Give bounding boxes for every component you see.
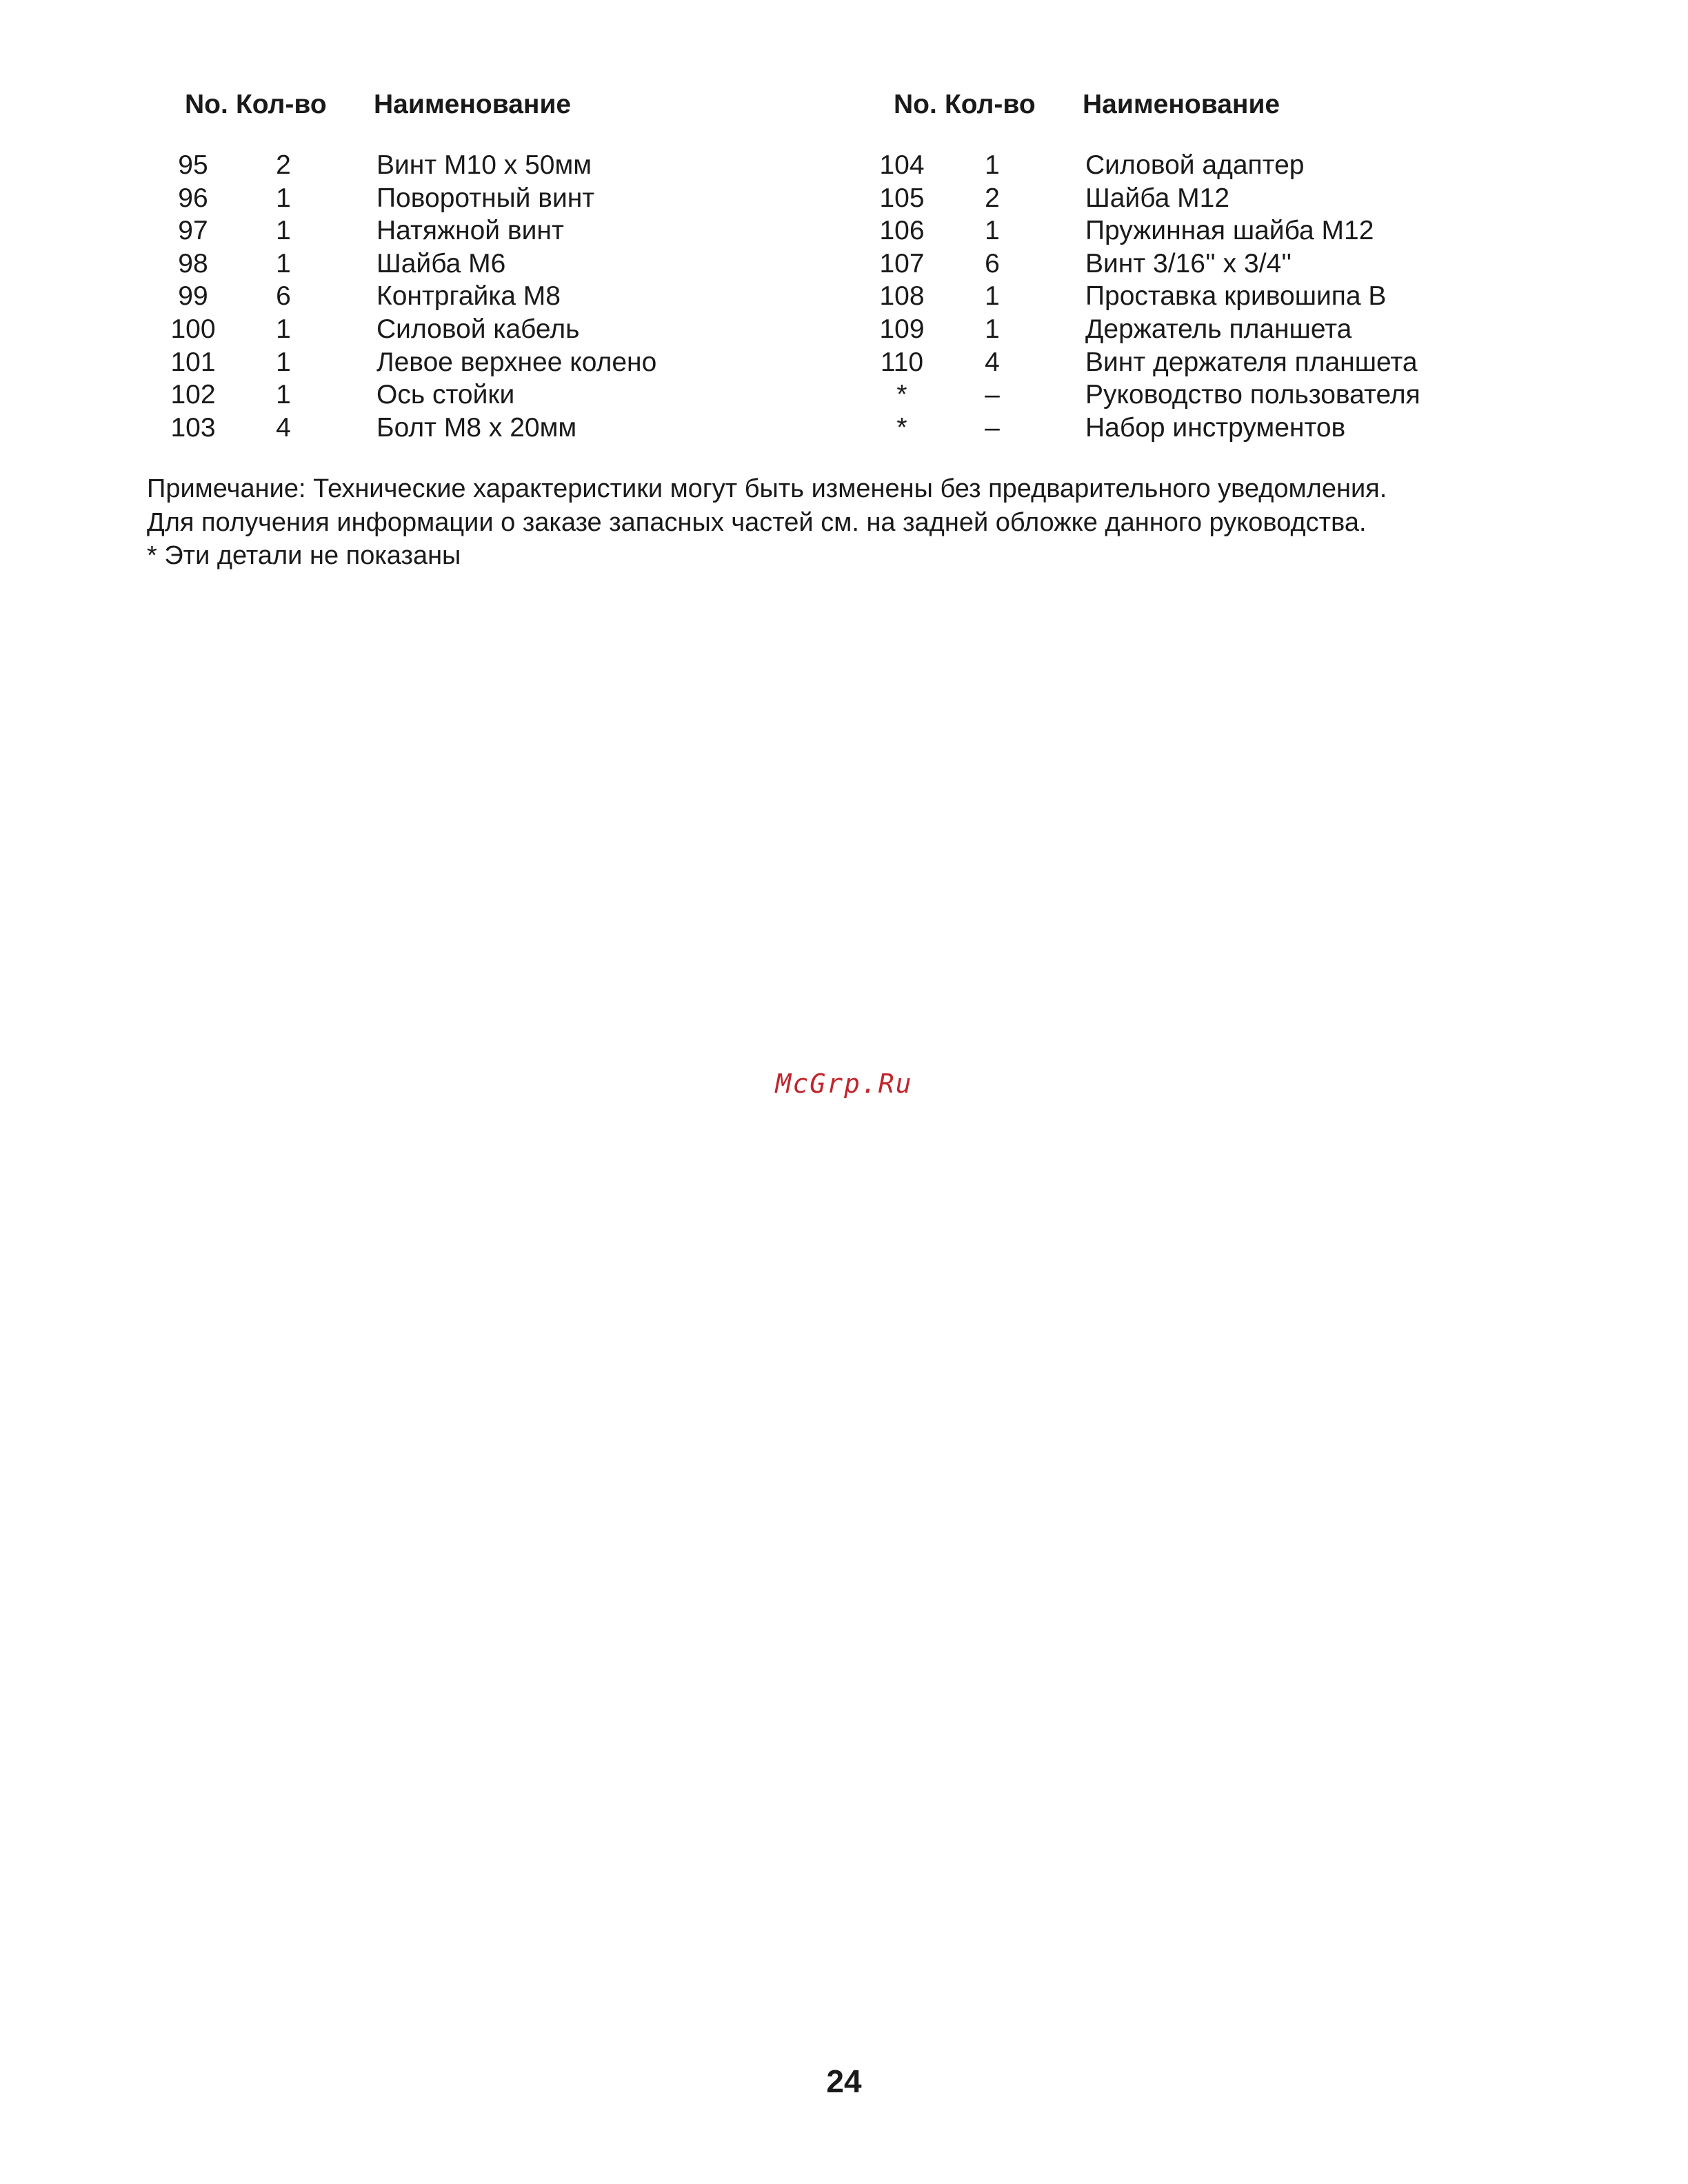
part-number: 97 [178, 216, 208, 246]
part-number: 106 [879, 216, 925, 246]
part-number: 109 [879, 314, 925, 344]
table-row [159, 249, 848, 282]
note-line: Примечание: Технические характеристики могут быть изменены без предварительного уведомления. [147, 474, 1387, 503]
table-row [867, 216, 1557, 249]
part-name: Поворотный винт [376, 183, 595, 213]
part-name: Держатель планшета [1085, 314, 1352, 344]
part-quantity: 1 [276, 216, 291, 246]
part-name: Шайба М6 [376, 248, 506, 279]
header-qty: Кол-во [945, 90, 1036, 119]
part-name: Винт держателя планшета [1085, 347, 1418, 377]
table-body [159, 150, 848, 445]
part-quantity: 1 [276, 183, 291, 213]
table-row [159, 380, 848, 413]
part-name: Винт 3/16'' x 3/4'' [1085, 248, 1292, 279]
part-quantity: 1 [985, 150, 1000, 180]
table-row [159, 216, 848, 249]
table-row [159, 150, 848, 183]
table-row [867, 183, 1557, 216]
part-quantity: – [985, 380, 1000, 410]
header-name: Наименование [374, 90, 572, 119]
part-quantity: 1 [985, 216, 1000, 246]
part-name: Пружинная шайба М12 [1085, 216, 1374, 246]
part-number: 108 [879, 281, 925, 312]
table-row [159, 347, 848, 381]
table-row [159, 183, 848, 216]
table-row [867, 380, 1557, 413]
part-name: Силовой адаптер [1085, 150, 1305, 180]
part-name: Левое верхнее колено [376, 347, 657, 377]
part-quantity: 1 [276, 380, 291, 410]
part-name: Винт М10 x 50мм [376, 150, 592, 180]
header-qty: Кол-во [236, 90, 327, 119]
part-number: 98 [178, 248, 208, 279]
part-quantity: 2 [985, 183, 1000, 213]
note-line: * Эти детали не показаны [147, 541, 461, 570]
watermark: McGrp.Ru [775, 1069, 913, 1099]
notes [147, 472, 1387, 573]
part-number: 100 [170, 314, 216, 344]
part-number: 102 [170, 380, 216, 410]
part-name: Контргайка М8 [376, 281, 561, 312]
part-quantity: 2 [276, 150, 291, 180]
part-number: 104 [879, 150, 925, 180]
table-row [159, 413, 848, 446]
part-number: 110 [880, 347, 924, 377]
part-quantity: 6 [985, 248, 1000, 279]
part-quantity: 1 [276, 347, 291, 377]
table-row [159, 281, 848, 314]
part-quantity: 1 [985, 281, 1000, 312]
parts-table-right [867, 90, 1557, 445]
header-name: Наименование [1083, 90, 1280, 119]
part-number: 105 [879, 183, 925, 213]
part-number: 99 [178, 281, 208, 312]
part-number: * [896, 380, 907, 410]
table-header [867, 90, 1557, 128]
part-name: Проставка кривошипа B [1085, 281, 1387, 312]
table-body [867, 150, 1557, 445]
table-row [867, 314, 1557, 347]
part-name: Болт М8 x 20мм [376, 412, 577, 443]
part-quantity: 1 [276, 248, 291, 279]
part-name: Ось стойки [376, 380, 515, 410]
table-row [867, 281, 1557, 314]
part-number: 101 [170, 347, 216, 377]
table-row [867, 249, 1557, 282]
header-no: No. [185, 90, 228, 119]
note-line: Для получения информации о заказе запасных частей см. на задней обложке данного руководства. [147, 507, 1367, 537]
part-name: Набор инструментов [1085, 412, 1346, 443]
page-number: 24 [826, 2063, 862, 2099]
part-quantity: 6 [276, 281, 291, 312]
part-quantity: 1 [985, 314, 1000, 344]
header-no: No. [894, 90, 937, 119]
part-quantity: 1 [276, 314, 291, 344]
table-row [867, 150, 1557, 183]
part-quantity: 4 [276, 412, 291, 443]
table-row [867, 413, 1557, 446]
part-name: Руководство пользователя [1085, 380, 1420, 410]
table-row [159, 314, 848, 347]
part-name: Силовой кабель [376, 314, 580, 344]
part-name: Натяжной винт [376, 216, 564, 246]
part-number: 96 [178, 183, 208, 213]
table-header [159, 90, 848, 128]
part-number: 107 [879, 248, 925, 279]
part-number: 103 [170, 412, 216, 443]
part-quantity: 4 [985, 347, 1000, 377]
table-row [867, 347, 1557, 381]
part-name: Шайба М12 [1085, 183, 1230, 213]
part-number: 95 [178, 150, 208, 180]
part-number: * [896, 412, 907, 443]
parts-table-left [159, 90, 848, 445]
part-quantity: – [985, 412, 1000, 443]
